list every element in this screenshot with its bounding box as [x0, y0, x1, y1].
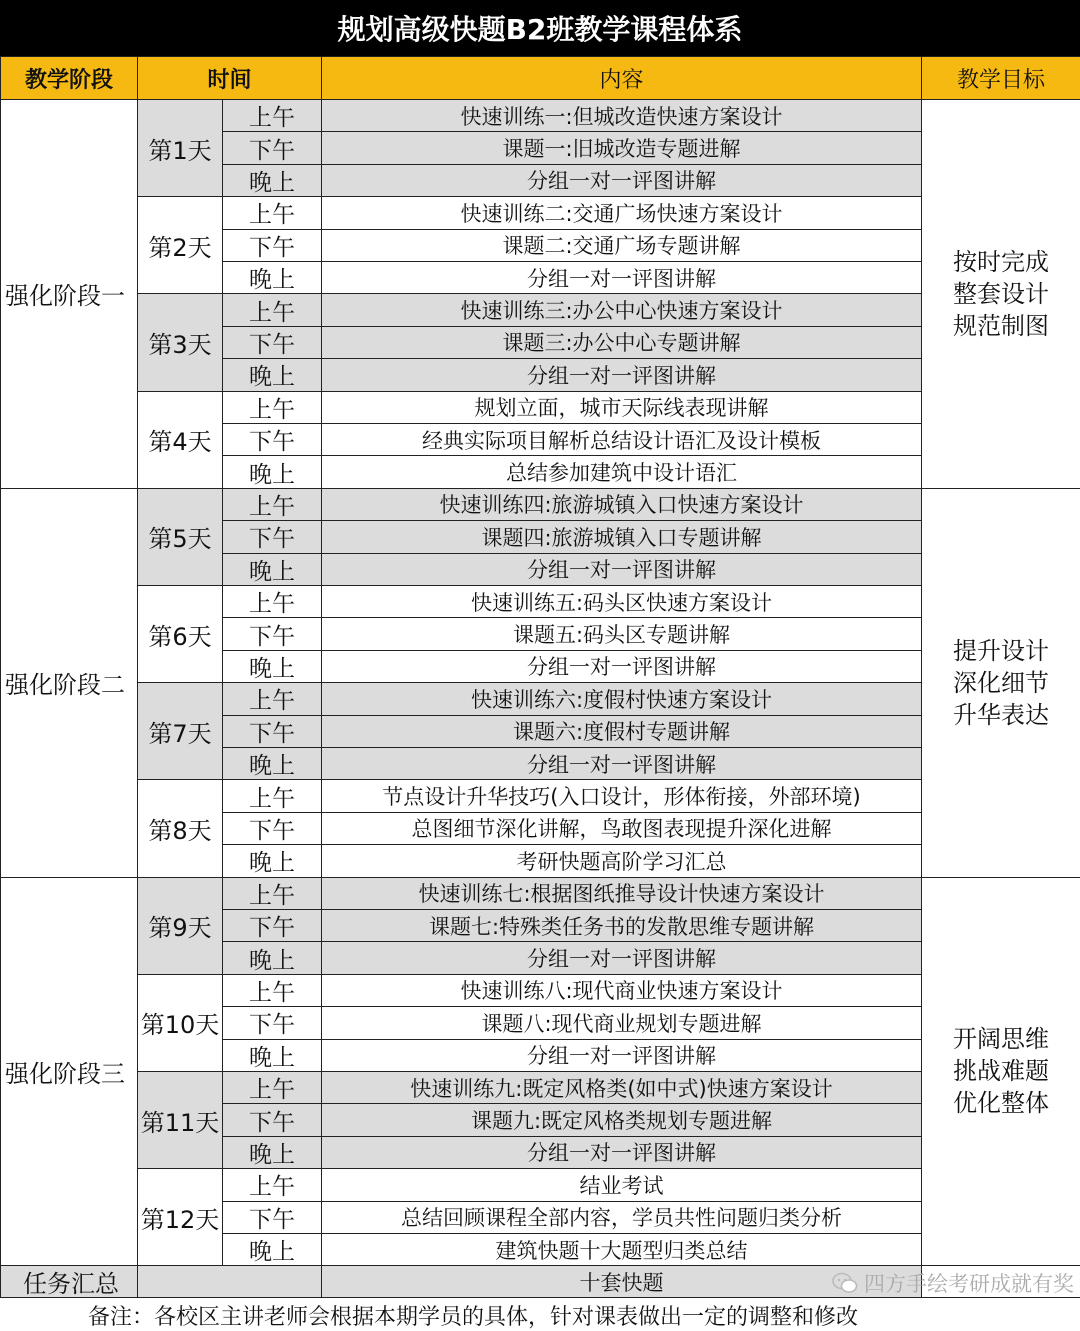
- header-time: 时间: [137, 56, 322, 100]
- goal-line: 升华表达: [953, 700, 1049, 729]
- period-label: 下午: [222, 131, 322, 164]
- day-label: 第3天: [137, 293, 223, 391]
- session-content: 快速训练一:但城改造快速方案设计: [321, 99, 922, 132]
- session-content: 课题二:交通广场专题讲解: [321, 229, 922, 262]
- day-label: 第1天: [137, 99, 223, 197]
- session-content: 快速训练八:现代商业快速方案设计: [321, 974, 922, 1007]
- period-label: 上午: [222, 974, 322, 1007]
- session-content: 课题八:现代商业规划专题进解: [321, 1006, 922, 1039]
- period-label: 上午: [222, 585, 322, 618]
- session-content: 规划立面，城市天际线表现讲解: [321, 391, 922, 424]
- page-title: 规划高级快题B2班教学课程体系: [0, 0, 1080, 56]
- session-content: 经典实际项目解析总结设计语汇及设计模板: [321, 423, 922, 456]
- period-label: 晚上: [222, 844, 322, 877]
- period-label: 晚上: [222, 455, 322, 488]
- stage-goal: [921, 488, 1080, 878]
- summary-content: 十套快题: [321, 1265, 922, 1298]
- goal-line: 开阔思维: [953, 1025, 1049, 1054]
- session-content: 快速训练九:既定风格类(如中式)快速方案设计: [321, 1071, 922, 1104]
- session-content: 快速训练四:旅游城镇入口快速方案设计: [321, 488, 922, 521]
- period-label: 下午: [222, 715, 322, 748]
- period-label: 下午: [222, 909, 322, 942]
- session-content: 分组一对一评图讲解: [321, 261, 922, 294]
- day-label: 第9天: [137, 877, 223, 975]
- session-content: 分组一对一评图讲解: [321, 164, 922, 197]
- day-label: 第7天: [137, 682, 223, 780]
- day-label: 第10天: [137, 974, 223, 1072]
- goal-line: 规范制图: [953, 311, 1049, 340]
- watermark: [832, 1268, 1074, 1298]
- period-label: 下午: [222, 812, 322, 845]
- header-stage: 教学阶段: [0, 56, 138, 100]
- period-label: 晚上: [222, 1136, 322, 1169]
- period-label: 上午: [222, 779, 322, 812]
- session-content: 快速训练五:码头区快速方案设计: [321, 585, 922, 618]
- day-label: 第4天: [137, 391, 223, 489]
- period-label: 晚上: [222, 747, 322, 780]
- session-content: 课题三:办公中心专题讲解: [321, 326, 922, 359]
- stage-goal: [921, 877, 1080, 1267]
- header-goal: 教学目标: [921, 56, 1080, 100]
- session-content: 分组一对一评图讲解: [321, 1136, 922, 1169]
- period-label: 下午: [222, 520, 322, 553]
- goal-line: 深化细节: [953, 668, 1049, 697]
- goal-line: 整套设计: [953, 279, 1049, 308]
- period-label: 上午: [222, 196, 322, 229]
- goal-line: 提升设计: [953, 636, 1049, 665]
- session-content: 总结回顾课程全部内容，学员共性问题归类分析: [321, 1201, 922, 1234]
- period-label: 上午: [222, 391, 322, 424]
- course-table: [0, 56, 1080, 1331]
- footnote: 备注：各校区主讲老师会根据本期学员的具体，针对课表做出一定的调整和修改: [88, 1305, 859, 1330]
- period-label: 晚上: [222, 261, 322, 294]
- session-content: 课题一:旧城改造专题进解: [321, 131, 922, 164]
- period-label: 晚上: [222, 650, 322, 683]
- period-label: 晚上: [222, 553, 322, 586]
- period-label: 上午: [222, 488, 322, 521]
- period-label: 下午: [222, 1103, 322, 1136]
- session-content: 课题五:码头区专题讲解: [321, 617, 922, 650]
- session-content: 分组一对一评图讲解: [321, 553, 922, 586]
- period-label: 上午: [222, 99, 322, 132]
- watermark-text: 四方手绘考研成就有奖: [864, 1272, 1074, 1296]
- summary-label: 任务汇总: [0, 1265, 138, 1298]
- session-content: 节点设计升华技巧(入口设计，形体衔接，外部环境): [321, 779, 922, 812]
- session-content: 总结参加建筑中设计语汇: [321, 455, 922, 488]
- period-label: 晚上: [222, 358, 322, 391]
- session-content: 分组一对一评图讲解: [321, 650, 922, 683]
- session-content: 分组一对一评图讲解: [321, 358, 922, 391]
- period-label: 下午: [222, 617, 322, 650]
- session-content: 课题六:度假村专题讲解: [321, 715, 922, 748]
- day-label: 第5天: [137, 488, 223, 586]
- period-label: 下午: [222, 326, 322, 359]
- day-label: 第12天: [137, 1168, 223, 1266]
- goal-line: 挑战难题: [953, 1057, 1049, 1086]
- session-content: 快速训练七:根据图纸推导设计快速方案设计: [321, 877, 922, 910]
- day-label: 第2天: [137, 196, 223, 294]
- summary-time: [137, 1265, 322, 1298]
- wechat-icon: [832, 1272, 858, 1294]
- header-content: 内容: [321, 56, 922, 100]
- session-content: 快速训练二:交通广场快速方案设计: [321, 196, 922, 229]
- stage-label: 强化阶段一: [0, 99, 138, 489]
- period-label: 下午: [222, 423, 322, 456]
- session-content: 分组一对一评图讲解: [321, 941, 922, 974]
- session-content: 课题七:特殊类任务书的发散思维专题讲解: [321, 909, 922, 942]
- period-label: 晚上: [222, 941, 322, 974]
- session-content: 快速训练六:度假村快速方案设计: [321, 682, 922, 715]
- session-content: 课题四:旅游城镇入口专题讲解: [321, 520, 922, 553]
- session-content: 分组一对一评图讲解: [321, 1039, 922, 1072]
- day-label: 第8天: [137, 779, 223, 877]
- goal-line: 按时完成: [953, 247, 1049, 276]
- session-content: 课题九:既定风格类规划专题进解: [321, 1103, 922, 1136]
- period-label: 下午: [222, 229, 322, 262]
- period-label: 上午: [222, 682, 322, 715]
- stage-label: 强化阶段三: [0, 877, 138, 1267]
- period-label: 晚上: [222, 164, 322, 197]
- stage-label: 强化阶段二: [0, 488, 138, 878]
- period-label: 晚上: [222, 1233, 322, 1266]
- stage-goal: [921, 99, 1080, 489]
- session-content: 分组一对一评图讲解: [321, 747, 922, 780]
- session-content: 结业考试: [321, 1168, 922, 1201]
- day-label: 第11天: [137, 1071, 223, 1169]
- session-content: 总图细节深化讲解，鸟敢图表现提升深化进解: [321, 812, 922, 845]
- period-label: 下午: [222, 1201, 322, 1234]
- period-label: 上午: [222, 293, 322, 326]
- period-label: 上午: [222, 1071, 322, 1104]
- day-label: 第6天: [137, 585, 223, 683]
- period-label: 晚上: [222, 1039, 322, 1072]
- period-label: 上午: [222, 1168, 322, 1201]
- period-label: 下午: [222, 1006, 322, 1039]
- session-content: 考研快题高阶学习汇总: [321, 844, 922, 877]
- session-content: 建筑快题十大题型归类总结: [321, 1233, 922, 1266]
- session-content: 快速训练三:办公中心快速方案设计: [321, 293, 922, 326]
- goal-line: 优化整体: [953, 1089, 1049, 1118]
- period-label: 上午: [222, 877, 322, 910]
